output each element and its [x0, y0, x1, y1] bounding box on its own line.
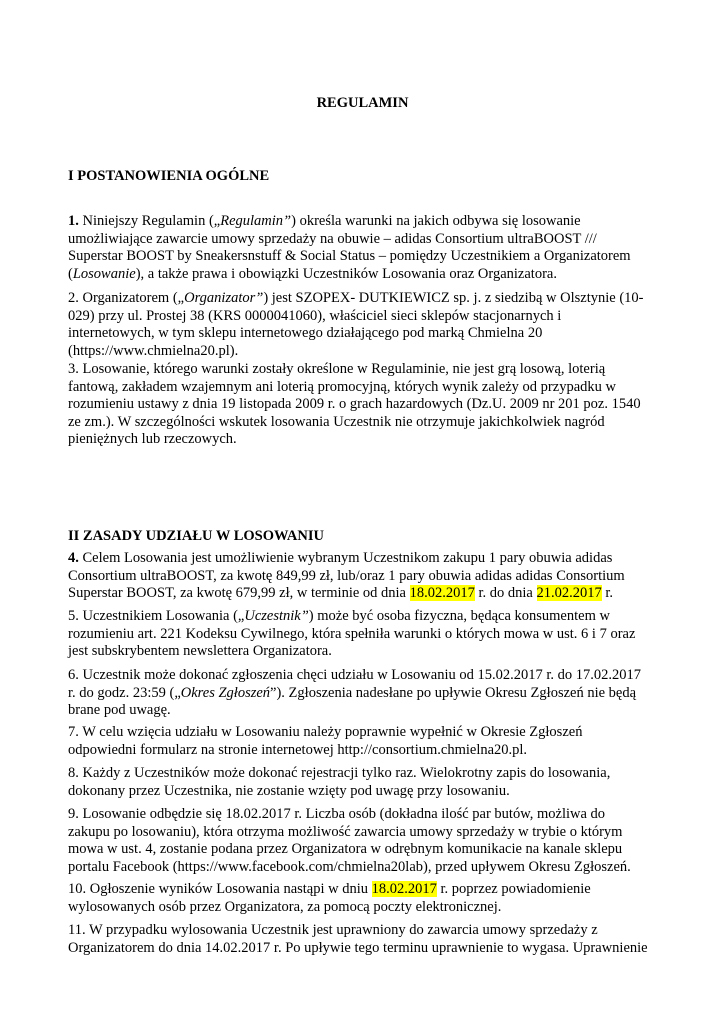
paragraph-line: Consortium ultraBOOST, za kwotę 849,99 zł, lub/oraz 1 pary obuwia adidas adidas Consortium [68, 567, 625, 584]
highlighted-date: 18.02.2017 [371, 881, 437, 897]
paragraph-3 [68, 361, 656, 449]
paragraph-line [68, 685, 656, 703]
paragraph-line: jest subskrybentem newslettera Organizatora. [68, 643, 332, 659]
paragraph-line: umożliwiające zawarcie umowy sprzedaży na obuwie – adidas Consortium ultraBOOST /// [68, 230, 597, 247]
defined-term: Uczestnik” [244, 608, 309, 624]
paragraph-line: pieniężnych lub rzeczowych. [68, 431, 237, 447]
paragraph-line: mowa w ust. 4, zostanie podana przez Organizatora w odrębnym komunikacie na kanale sklepu [68, 841, 623, 857]
highlighted-date: 18.02.2017 [409, 585, 475, 601]
paragraph-line: rozumieniu art. 221 Kodeksu Cywilnego, która spełniła warunki o których mowa w ust. 6 i 7 oraz [68, 625, 636, 642]
paragraph-line: fantową, zakładem wzajemnym ani loterią promocyjną, których wynik zależy od przypadku w [68, 378, 616, 395]
paragraph-line [68, 290, 656, 308]
paragraph-8 [68, 765, 656, 800]
paragraph-2 [68, 290, 656, 360]
paragraph-11 [68, 922, 656, 957]
paragraph-1 [68, 213, 656, 283]
section-heading-participation-rules: II ZASADY UDZIAŁU W LOSOWANIU [68, 528, 324, 544]
text-run: ”). Zgłoszenia nadesłane po upływie Okresu Zgłoszeń nie będą [270, 684, 637, 701]
paragraph-9 [68, 806, 656, 876]
paragraph-line: 9. Losowanie odbędzie się 18.02.2017 r. Liczba osób (dokładna ilość par butów, możliwa do [68, 806, 606, 822]
text-run: r. [601, 585, 614, 601]
paragraph-line: 3. Losowanie, którego warunki zostały określone w Regulaminie, nie jest grą losową, loterią [68, 361, 606, 377]
text-run: Niniejszy Regulamin („ [78, 213, 221, 229]
paragraph-number: 4. [68, 550, 79, 566]
defined-term: Okres Zgłoszeń [180, 684, 271, 701]
defined-term: Organizator” [184, 290, 264, 306]
paragraph-line: 029) przy ul. Prostej 38 (KRS 0000041060), właściciel sieci sklepów stacjonarnych i [68, 307, 562, 324]
paragraph-line: 6. Uczestnik może dokonać zgłoszenia chęci udziału w Losowaniu od 15.02.2017 r. do 17.02.2017 [68, 667, 642, 683]
section-heading-general: I POSTANOWIENIA OGÓLNE [68, 168, 270, 184]
text-run: r. do godz. 23:59 („ [68, 684, 181, 701]
paragraph-6 [68, 667, 656, 720]
paragraph-line: 11. W przypadku wylosowania Uczestnik jest uprawniony do zawarcia umowy sprzedaży z [68, 922, 598, 938]
text-run: 5. Uczestnikiem Losowania („ [68, 608, 245, 624]
paragraph-line: portalu Facebook (https://www.facebook.com/chmielna20lab), przed upływem Okresu Zgłoszeń. [68, 858, 631, 875]
document-title: REGULAMIN [316, 95, 409, 111]
paragraph-line [68, 213, 656, 231]
paragraph-line: rozumieniu ustawy z dnia 19 listopada 2009 r. o grach hazardowych (Dz.U. 2009 nr 201 poz. 1540 [68, 396, 641, 412]
paragraph-10 [68, 881, 656, 916]
text-run: ) może być osoba fizyczna, będąca konsumentem w [308, 608, 610, 624]
paragraph-line: wylosowanych osób przez Organizatora, za pomocą poczty elektronicznej. [68, 898, 502, 915]
paragraph-line [68, 266, 656, 284]
highlighted-date: 21.02.2017 [536, 585, 602, 601]
text-run: ), a także prawa i obowiązki Uczestników Losowania oraz Organizatora. [135, 265, 557, 282]
text-run: ( [68, 265, 73, 282]
defined-term: Regulamin” [220, 213, 292, 229]
paragraph-number: 1. [68, 213, 79, 229]
paragraph-7 [68, 724, 656, 759]
paragraph-line [68, 550, 656, 568]
paragraph-line: Organizatorem do dnia 14.02.2017 r. Po upływie tego terminu uprawnienie to wygasa. Uprawnienie [68, 939, 648, 956]
paragraph-line: Superstar BOOST by Sneakersnstuff & Social Status – pomiędzy Uczestnikiem a Organizatorem [68, 248, 631, 264]
paragraph-line: dokonany przez Uczestnika, nie zostanie wzięty pod uwagę przy losowaniu. [68, 782, 510, 799]
text-run: ) określa warunki na jakich odbywa się losowanie [291, 213, 581, 229]
paragraph-line: (https://www.chmielna20.pl). [68, 342, 239, 359]
paragraph-line: ze zm.). W szczególności wskutek losowania Uczestnik nie otrzymuje jakichkolwiek nagród [68, 413, 605, 430]
text-run: r. poprzez powiadomienie [436, 881, 591, 897]
text-run: 2. Organizatorem („ [68, 290, 185, 306]
paragraph-line: internetowych, w tym sklepu internetowego działającego pod marką Chmielna 20 [68, 325, 543, 341]
paragraph-line: 7. W celu wzięcia udziału w Losowaniu należy poprawnie wypełnić w Okresie Zgłoszeń [68, 724, 583, 740]
text-run: Superstar BOOST, za kwotę 679,99 zł, w terminie od dnia [68, 585, 410, 601]
paragraph-5 [68, 608, 656, 661]
paragraph-line: odpowiedni formularz na stronie internetowej http://consortium.chmielna20.pl. [68, 741, 528, 758]
text-run: 10. Ogłoszenie wyników Losowania nastąpi w dniu [68, 881, 372, 897]
text-run: ) jest SZOPEX- DUTKIEWICZ sp. j. z siedzibą w Olsztynie (10- [263, 290, 644, 306]
paragraph-line: 8. Każdy z Uczestników może dokonać rejestracji tylko raz. Wielokrotny zapis do losowania, [68, 765, 611, 781]
text-run: Celem Losowania jest umożliwienie wybranym Uczestnikom zakupu 1 pary obuwia adidas [78, 550, 613, 566]
text-run: r. do dnia [474, 585, 537, 601]
paragraph-line: brane pod uwagę. [68, 702, 171, 718]
defined-term: Losowanie [72, 265, 136, 282]
paragraph-line: zakupu po losowaniu), która otrzyma możliwość zawarcia umowy sprzedaży w trybie o którym [68, 823, 623, 840]
paragraph-line [68, 881, 656, 899]
paragraph-line [68, 585, 656, 603]
paragraph-line [68, 608, 656, 626]
paragraph-4 [68, 550, 656, 603]
